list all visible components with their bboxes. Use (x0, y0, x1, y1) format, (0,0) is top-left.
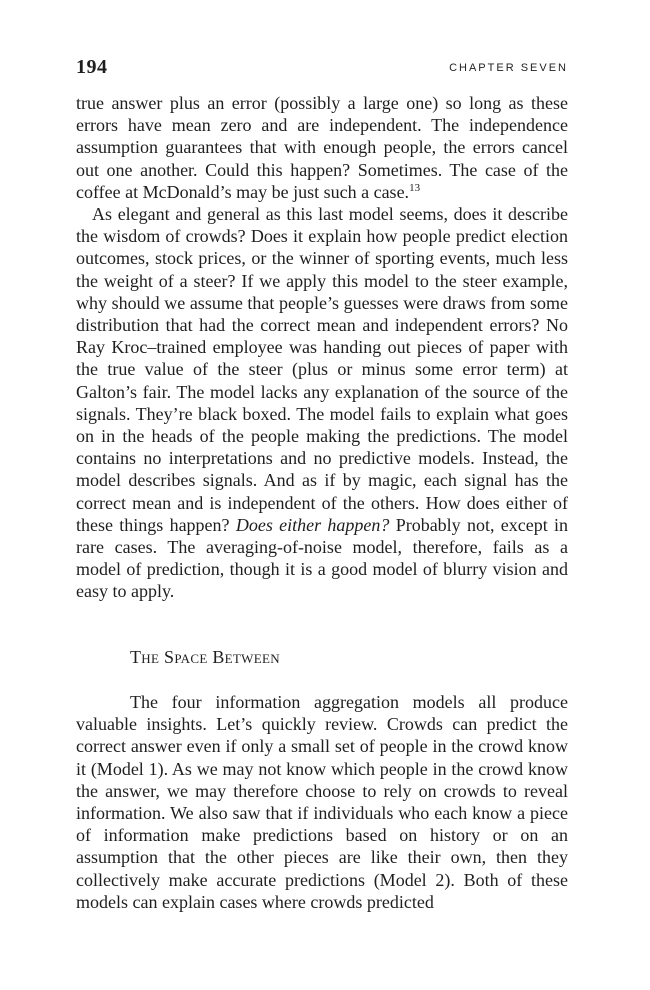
section-heading: The Space Between (130, 647, 280, 667)
body-paragraph (76, 92, 568, 203)
chapter-title: CHAPTER SEVEN (449, 62, 568, 74)
page-number: 194 (76, 56, 108, 78)
paragraph-text: true answer plus an error (possibly a large one) so long as these errors have mean zero and are independent. The independence assumption guarantees that with enough people, the errors cancel out one another. Could this happen? Sometimes. The case of the coffee at McDonald’s may be just such a case. (76, 93, 568, 202)
book-page (76, 50, 569, 912)
italic-emphasis: Does either happen? (235, 514, 390, 535)
body-paragraph (76, 691, 568, 913)
body-paragraph (76, 203, 568, 603)
paragraph-text: Probably not, except in rare cases. The averaging-of-noise model, therefore, fails as a model of prediction, though it is a good model of blurry vision and easy to apply. (76, 514, 569, 602)
running-header (76, 50, 568, 80)
footnote-marker: 13 (409, 181, 421, 194)
paragraph-text: The four information aggregation models all produce valuable insights. Let’s quickly review. Crowds can predict the correct answer even if only a small set of people in the crowd know it (Model 1). As we may not know which people in the crowd know the answer, we may therefore choose to rely on crowds to reveal information. We also saw that if individuals who each know a piece of information make predictions based on history or on an assumption that the other pieces are like their own, then they collectively make accurate predictions (Model 2). Both of these models can explain cases where crowds predicted (76, 692, 568, 912)
paragraph-text: As elegant and general as this last model seems, does it describe the wisdom of crowds? Does it explain how people predict election outcomes, stock prices, or the winner of sporting events, much less the weight of a steer? If we apply this model to the steer example, why should we assume that people’s guesses were draws from some distribution that had the correct mean and independent errors? No Ray Kroc–trained employee was handing out pieces of paper with the true value of the steer (plus or minus some error term) at Galton’s fair. The model lacks any explanation of the source of the signals. They’re black boxed. The model fails to explain what goes on in the heads of the people making the predictions. The model contains no interpretations and no predictive models. Instead, the model describes signals. And as if by magic, each signal has the correct mean and is independent of the others. How does either of these things happen? (76, 204, 568, 535)
